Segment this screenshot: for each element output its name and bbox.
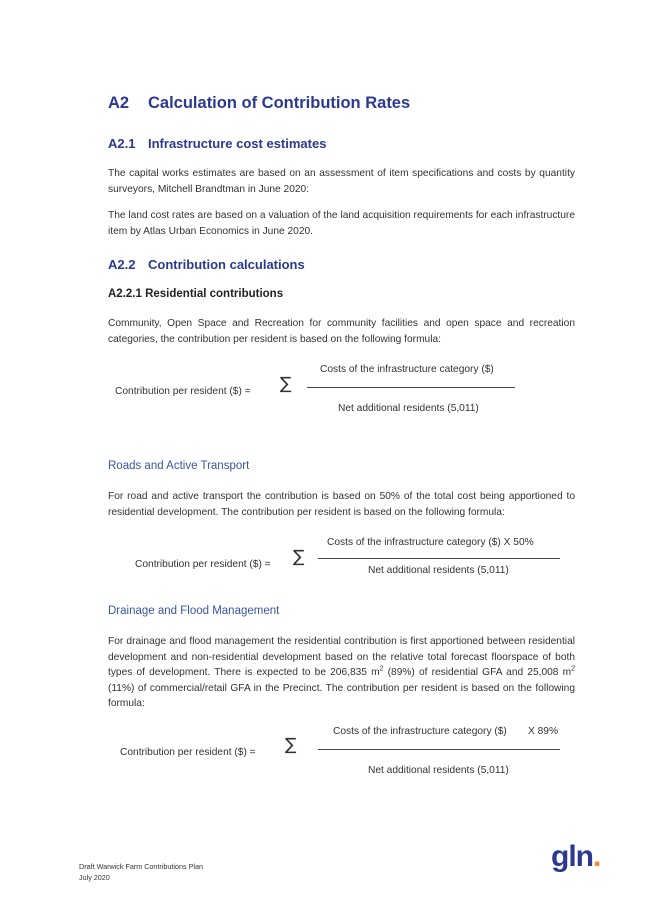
section-title: Calculation of Contribution Rates (148, 94, 411, 112)
formula1-denominator: Net additional residents (5,011) (338, 403, 479, 414)
footer-document-title: Draft Warwick Farm Contributions Plan (79, 862, 203, 871)
formula2-numerator: Costs of the infrastructure category ($) X 50% (327, 537, 534, 548)
sigma-symbol: ∑ (285, 735, 297, 755)
paragraph-capital-works: The capital works estimates are based on an assessment of item specifications and costs by quantity surveyors, Mitchell Brandtman in June 2020: (108, 168, 575, 195)
formula1-fraction-line (307, 387, 515, 388)
section-heading (108, 94, 410, 113)
formula3-numerator: Costs of the infrastructure category ($) (333, 726, 507, 737)
sigma-symbol: ∑ (293, 547, 305, 567)
formula3-denominator: Net additional residents (5,011) (368, 765, 509, 776)
subsection-heading-contribution-calculations (108, 257, 305, 272)
roads-heading: Roads and Active Transport (108, 460, 250, 472)
subsection-number: A2.2 (108, 257, 136, 272)
formula3-multiplier: X 89% (528, 726, 559, 737)
paragraph-land-cost: The land cost rates are based on a valuation of the land acquisition requirements for each infrastructure item by Atlas Urban Economics in June 2020. (108, 210, 575, 237)
formula2-fraction-line (318, 558, 560, 559)
paragraph-drainage: For drainage and flood management the residential contribution is first apportioned between residential development and non-residential development based on the relative total forecast floorspace of both types of development. There is expected to be 206,835 $m^2$ (89%) of residential GFA and 25,008 $m^2$ (11%) of commercial/retail GFA in the Precinct. The contribution per resident is based on the following formula: (108, 636, 575, 710)
drainage-heading: Drainage and Flood Management (108, 605, 280, 617)
subsection-heading-cost-estimates (108, 136, 326, 151)
formula2-label: Contribution per resident ($) = (135, 559, 271, 570)
footer-date: July 2020 (79, 873, 110, 882)
paragraph-community: Community, Open Space and Recreation for community facilities and open space and recreation categories, the contribution per resident is based on the following formula: (108, 318, 575, 345)
section-number: A2 (108, 94, 130, 112)
formula2-denominator: Net additional residents (5,011) (368, 565, 509, 576)
sigma-symbol: ∑ (280, 374, 292, 394)
gln-logo: gln. (551, 840, 601, 873)
subsection-title: Contribution calculations (148, 257, 305, 272)
residential-contributions-heading: A2.2.1 Residential contributions (108, 288, 284, 300)
paragraph-roads: For road and active transport the contribution is based on 50% of the total cost being apportioned to residential development. The contribution per resident is based on the following formula: (108, 491, 575, 518)
formula3-fraction-line (318, 749, 560, 750)
subsection-title: Infrastructure cost estimates (148, 136, 327, 151)
formula3-label: Contribution per resident ($) = (120, 747, 256, 758)
formula1-label: Contribution per resident ($) = (115, 386, 251, 397)
subsection-number: A2.1 (108, 136, 136, 151)
formula1-numerator: Costs of the infrastructure category ($) (320, 364, 494, 375)
